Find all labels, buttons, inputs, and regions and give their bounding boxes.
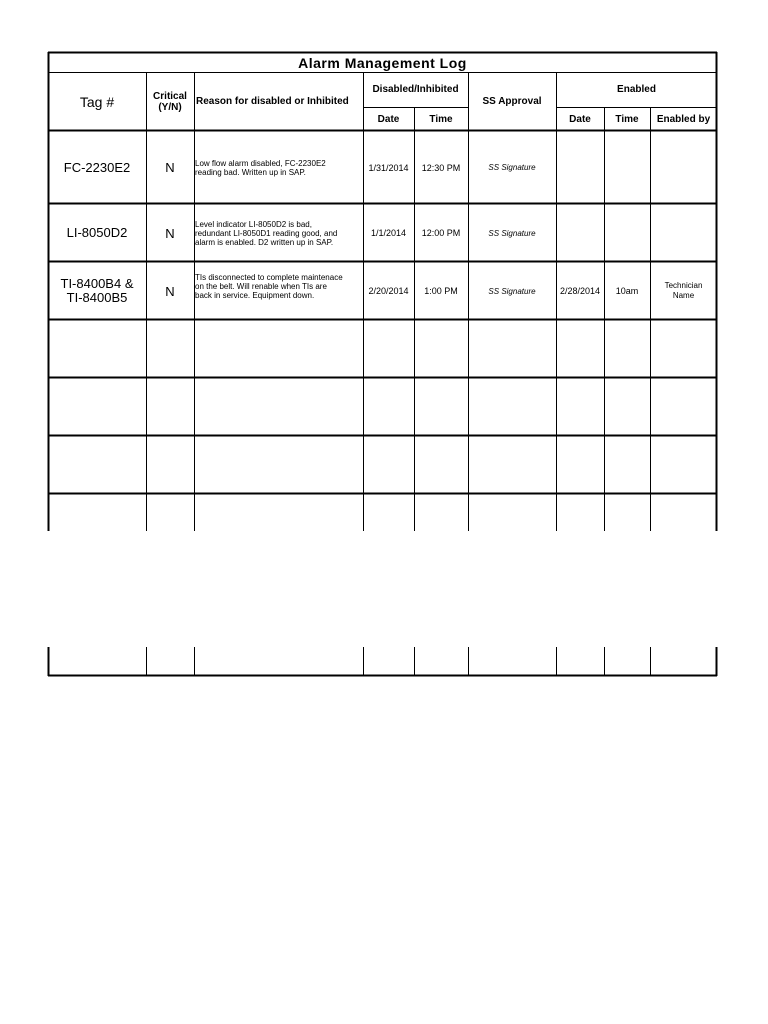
table-row-tag [48, 204, 146, 262]
header-disabled-date: Date [377, 113, 400, 125]
row-ss-approval: SS Signature [488, 163, 536, 172]
row-reason-line: alarm is enabled. D2 written up in SAP. [195, 237, 334, 247]
header-critical-line2: (Y/N) [158, 101, 182, 113]
row-enabled-date [556, 131, 604, 204]
row-reason-line: TIs disconnected to complete maintenace [195, 273, 343, 282]
row-reason-line: reading bad. Written up in SAP. [195, 167, 306, 177]
row-enabled-time: 10am [615, 286, 639, 296]
row-reason-line: redundant LI-8050D1 reading good, and [195, 228, 338, 238]
header-enabled-date: Date [569, 113, 591, 125]
row-critical: N [165, 283, 175, 299]
row-enabled-by-line1: Technician [664, 281, 703, 290]
header-reason: Reason for disabled or Inhibited [196, 96, 349, 107]
row-disabled-date: 1/1/2014 [370, 228, 407, 238]
row-ss-approval: SS Signature [488, 228, 536, 238]
log-title: Alarm Management Log [298, 54, 467, 71]
row-reason-line: back in service. Equipment down. [195, 291, 315, 300]
header-critical [146, 72, 194, 131]
row-critical: N [165, 160, 175, 175]
row-enabled-by-line2: Name [672, 291, 695, 300]
row-enabled-by [650, 131, 717, 204]
table-row-tag [48, 131, 146, 204]
row-reason-line: Low flow alarm disabled, FC-2230E2 [195, 158, 326, 168]
row-disabled-time: 12:00 PM [421, 228, 461, 238]
row-reason [194, 204, 363, 262]
header-disabled-time: Time [429, 113, 453, 125]
row-tag-line1: FC-2230E2 [63, 159, 131, 175]
row-enabled-time [604, 204, 650, 262]
row-disabled-date: 2/20/2014 [368, 286, 409, 296]
row-reason-line: Level indicator LI-8050D2 is bad, [195, 219, 312, 229]
row-enabled-time [604, 131, 650, 204]
header-enabled-by: Enabled by [656, 113, 711, 125]
row-reason [194, 131, 363, 204]
row-disabled-time: 12:30 PM [421, 162, 461, 173]
header-tag: Tag # [79, 93, 115, 110]
row-enabled-by [650, 262, 717, 320]
row-tag-line1: LI-8050D2 [66, 225, 128, 240]
header-enabled-group: Enabled [617, 84, 656, 95]
row-critical: N [165, 225, 175, 241]
header-enabled-time: Time [615, 113, 639, 125]
table-row-tag [48, 262, 146, 320]
row-disabled-time: 1:00 PM [424, 286, 458, 296]
header-critical-line1: Critical [153, 90, 187, 102]
row-enabled-date: 2/28/2014 [559, 286, 601, 296]
row-reason-line: on the belt. Will renable when TIs are [195, 282, 327, 291]
row-tag-line1: TI-8400B4 & [60, 276, 134, 291]
row-tag-line2: TI-8400B5 [66, 290, 128, 305]
row-disabled-date: 1/31/2014 [368, 162, 409, 173]
header-disabled-group: Disabled/Inhibited [372, 84, 459, 95]
row-ss-approval: SS Signature [488, 286, 536, 296]
row-reason [194, 262, 363, 320]
row-enabled-by [650, 204, 717, 262]
row-enabled-date [556, 204, 604, 262]
header-ss-approval: SS Approval [482, 96, 542, 107]
